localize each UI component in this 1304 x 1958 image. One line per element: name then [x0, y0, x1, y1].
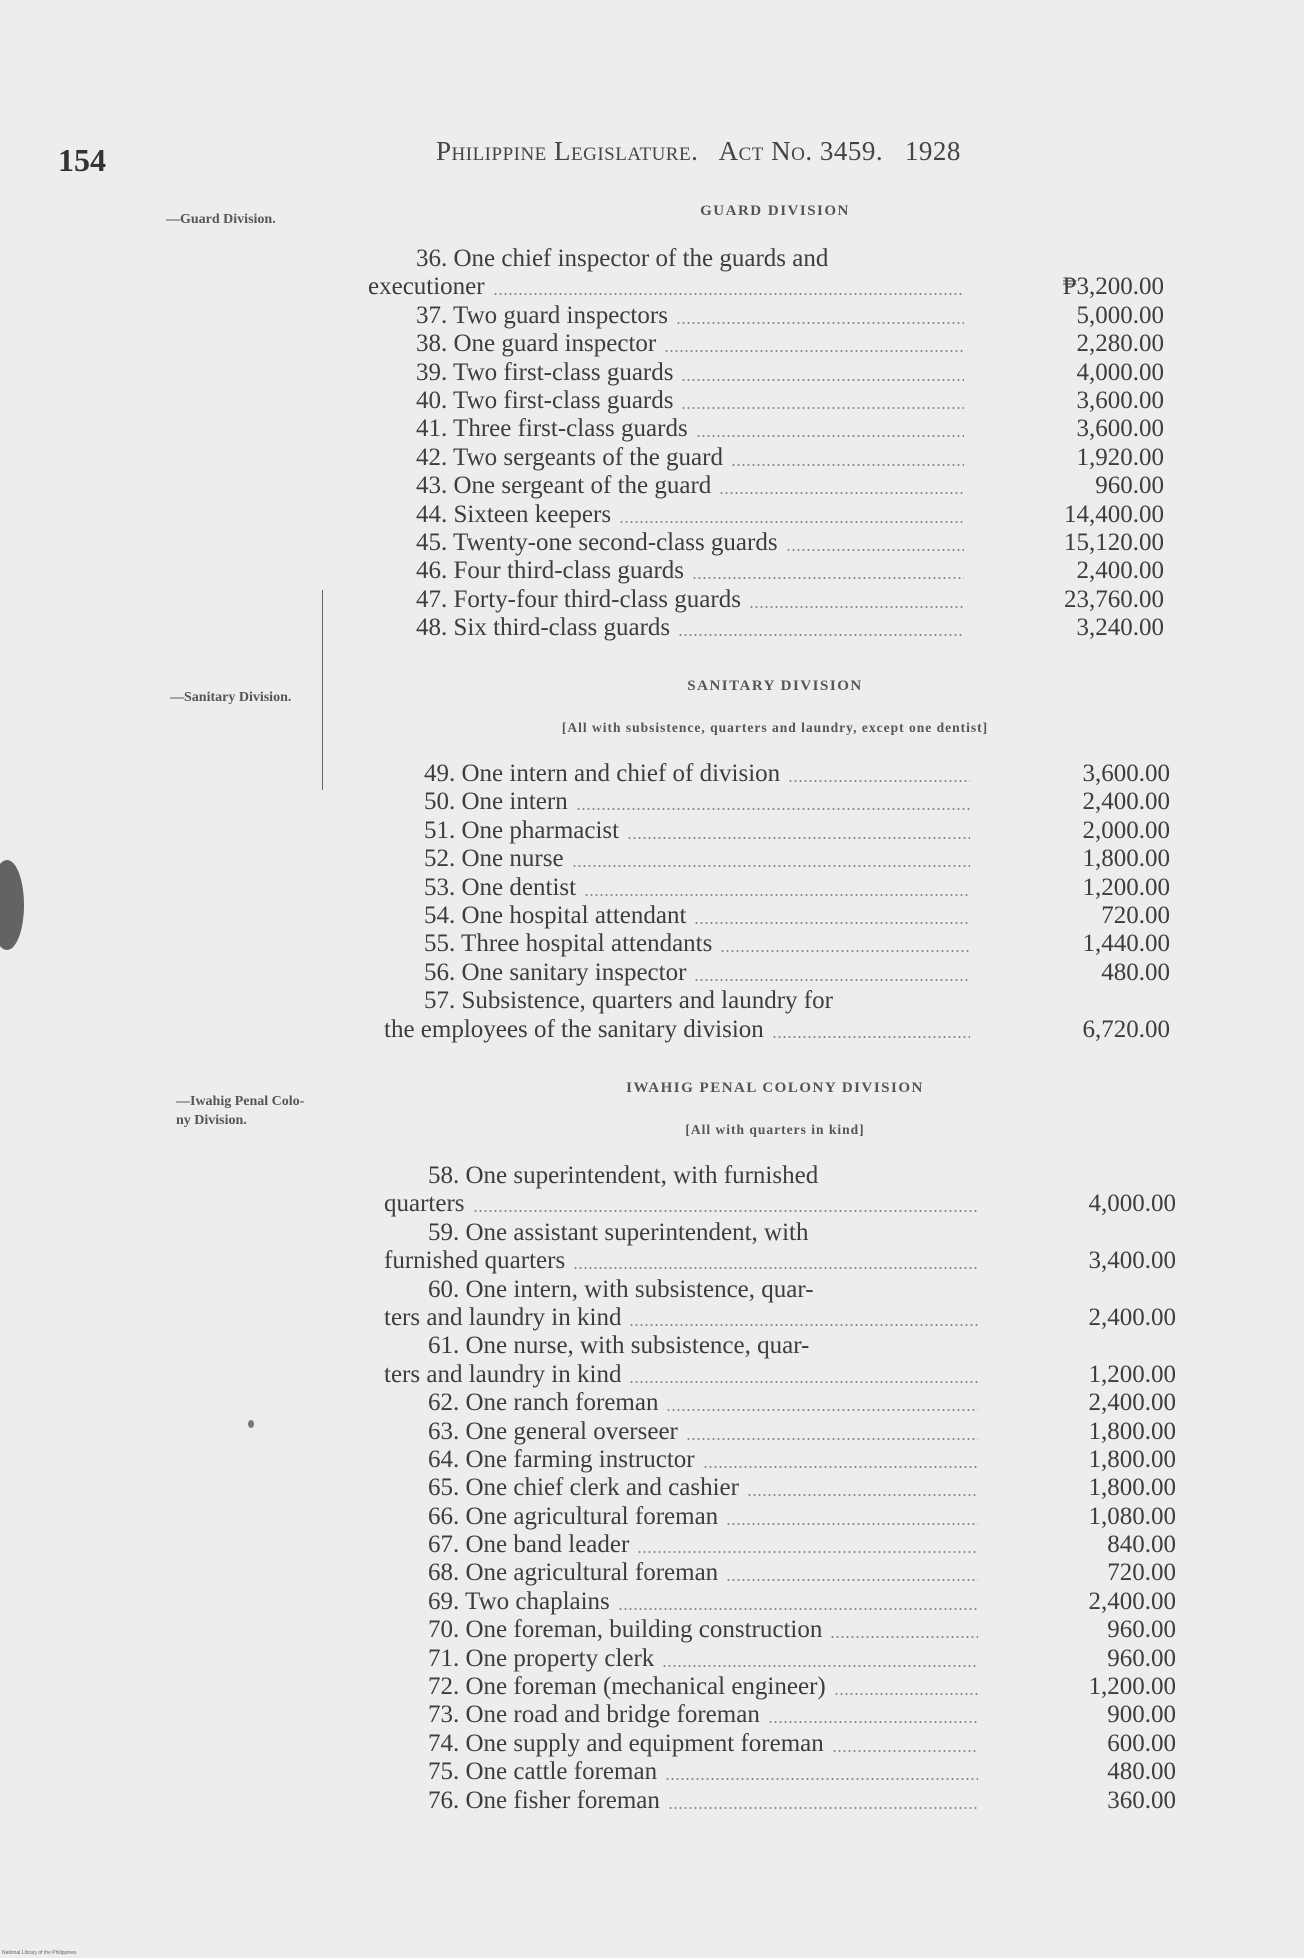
- margin-note-sanitary: —Sanitary Division.: [170, 690, 292, 705]
- item-row: [384, 959, 1170, 987]
- dot-leader: [618, 1588, 978, 1616]
- item-amount: 1,200.00: [1088, 1673, 1176, 1701]
- item-row: [368, 387, 1164, 415]
- dot-leader: [703, 1446, 978, 1474]
- item-description: 46. Four third-class guards: [416, 557, 685, 585]
- item-description: 71. One property clerk: [428, 1644, 655, 1672]
- dot-leader: [692, 557, 964, 585]
- item-description-continuation: ters and laundry in kind: [384, 1360, 622, 1388]
- item-description: 65. One chief clerk and cashier: [428, 1474, 739, 1502]
- item-description: 66. One agricultural foreman: [428, 1502, 719, 1530]
- item-row-continuation: [384, 1304, 1176, 1332]
- dot-leader: [749, 586, 964, 614]
- item-row: [384, 987, 1170, 1015]
- item-description: 50. One intern: [424, 788, 568, 816]
- item-description: 51. One pharmacist: [424, 816, 620, 844]
- item-row: [384, 1503, 1176, 1531]
- item-row: [384, 1559, 1176, 1587]
- margin-note-iwahig-line-2: ny Division.: [176, 1113, 247, 1128]
- item-row-continuation: [384, 1361, 1176, 1389]
- item-description: 72. One foreman (mechanical engineer): [428, 1673, 826, 1701]
- item-amount: 14,400.00: [1064, 500, 1164, 528]
- item-row: [384, 1730, 1176, 1758]
- item-row: [384, 1474, 1176, 1502]
- dot-leader: [720, 930, 970, 958]
- item-amount: 960.00: [1095, 472, 1164, 500]
- item-row: [384, 1446, 1176, 1474]
- item-description: 57. Subsistence, quarters and laundry for: [424, 987, 833, 1015]
- item-amount: 1,800.00: [1088, 1417, 1176, 1445]
- item-description: 67. One band leader: [428, 1531, 630, 1559]
- item-description: 44. Sixteen keepers: [416, 500, 612, 528]
- item-description: 61. One nurse, with subsistence, quar-: [428, 1332, 810, 1360]
- dot-leader: [788, 760, 970, 788]
- item-description: 58. One superintendent, with furnished: [428, 1162, 819, 1189]
- item-description: 48. Six third-class guards: [416, 614, 671, 642]
- item-row: [384, 1389, 1176, 1417]
- dot-leader: [473, 1190, 978, 1218]
- item-amount: 3,600.00: [1076, 386, 1164, 414]
- item-description-continuation: executioner: [368, 273, 485, 301]
- item-row: [368, 501, 1164, 529]
- item-amount: ₱3,200.00: [1062, 273, 1164, 301]
- item-amount: 480.00: [1101, 958, 1170, 986]
- dot-leader: [668, 1787, 978, 1815]
- dot-leader: [686, 1418, 978, 1446]
- item-row: [368, 614, 1164, 642]
- item-amount: 2,400.00: [1088, 1303, 1176, 1331]
- item-amount: 720.00: [1107, 1559, 1176, 1587]
- page-number: 154: [58, 142, 106, 178]
- item-amount: 2,400.00: [1082, 788, 1170, 816]
- item-amount: 1,800.00: [1088, 1474, 1176, 1502]
- item-amount: 2,280.00: [1076, 330, 1164, 358]
- item-description: 41. Three first-class guards: [416, 415, 688, 443]
- item-description: 68. One agricultural foreman: [428, 1559, 719, 1587]
- item-amount: 360.00: [1107, 1786, 1176, 1814]
- item-amount: 1,440.00: [1082, 930, 1170, 958]
- item-amount: 1,200.00: [1088, 1360, 1176, 1388]
- item-row: [368, 444, 1164, 472]
- item-row: [384, 1673, 1176, 1701]
- dot-leader: [493, 273, 964, 301]
- dot-leader: [584, 874, 970, 902]
- item-description: 63. One general overseer: [428, 1417, 678, 1445]
- dot-leader: [747, 1474, 978, 1502]
- item-amount: 1,800.00: [1088, 1445, 1176, 1473]
- dot-leader: [637, 1531, 978, 1559]
- item-amount: 1,800.00: [1082, 845, 1170, 873]
- sanitary-note: [All with subsistence, quarters and laundry, except one dentist]: [561, 720, 989, 735]
- item-row: [384, 1616, 1176, 1644]
- dot-leader: [832, 1730, 978, 1758]
- item-amount: 960.00: [1107, 1644, 1176, 1672]
- iwahig-division-list: [384, 1162, 1176, 1815]
- dot-leader: [726, 1503, 978, 1531]
- item-amount: 2,400.00: [1088, 1389, 1176, 1417]
- page-speck: [248, 1420, 254, 1428]
- item-description: 56. One sanitary inspector: [424, 958, 687, 986]
- item-description-continuation: furnished quarters: [384, 1247, 566, 1275]
- item-description-continuation: ters and laundry in kind: [384, 1303, 622, 1331]
- item-row: [384, 1418, 1176, 1446]
- item-description: 52. One nurse: [424, 845, 564, 873]
- item-description: 60. One intern, with subsistence, quar-: [428, 1275, 814, 1303]
- item-description: 37. Two guard inspectors: [416, 301, 668, 329]
- item-row: [384, 1332, 1176, 1360]
- item-row-continuation: [384, 1247, 1176, 1275]
- item-amount: 2,000.00: [1082, 816, 1170, 844]
- item-row: [384, 1276, 1176, 1304]
- item-amount: 4,000.00: [1076, 358, 1164, 386]
- item-description: 36. One chief inspector of the guards and: [416, 245, 829, 272]
- dot-leader: [772, 1016, 970, 1044]
- item-amount: 3,240.00: [1076, 614, 1164, 642]
- item-row: [384, 1162, 1176, 1190]
- item-row: [384, 1588, 1176, 1616]
- section-heading-guard: GUARD DIVISION: [700, 203, 850, 219]
- iwahig-note: [All with quarters in kind]: [685, 1122, 865, 1137]
- item-row: [368, 586, 1164, 614]
- item-amount: 2,400.00: [1088, 1587, 1176, 1615]
- dot-leader: [694, 959, 970, 987]
- dot-leader: [681, 359, 964, 387]
- margin-note-guard: —Guard Division.: [166, 212, 276, 227]
- item-row-continuation: [384, 1016, 1170, 1044]
- dot-leader: [572, 845, 970, 873]
- dot-leader: [678, 614, 964, 642]
- item-row: [384, 760, 1170, 788]
- item-description: 45. Twenty-one second-class guards: [416, 528, 778, 556]
- item-row: [384, 1701, 1176, 1729]
- item-row: [384, 1758, 1176, 1786]
- dot-leader: [629, 1361, 978, 1389]
- item-amount: 15,120.00: [1064, 528, 1164, 556]
- item-description: 40. Two first-class guards: [416, 386, 674, 414]
- section-heading-iwahig: IWAHIG PENAL COLONY DIVISION: [626, 1080, 924, 1096]
- item-description: 59. One assistant superintendent, with: [428, 1218, 809, 1246]
- item-row: [384, 845, 1170, 873]
- item-description: 69. Two chaplains: [428, 1587, 610, 1615]
- item-row: [384, 817, 1170, 845]
- dot-leader: [662, 1645, 978, 1673]
- page-blot: [0, 860, 24, 950]
- dot-leader: [665, 1758, 978, 1786]
- item-amount: 5,000.00: [1076, 301, 1164, 329]
- item-row: [368, 359, 1164, 387]
- item-description: 53. One dentist: [424, 873, 577, 901]
- item-amount: 3,400.00: [1088, 1247, 1176, 1275]
- item-description: 43. One sergeant of the guard: [416, 472, 712, 500]
- item-description: 47. Forty-four third-class guards: [416, 585, 741, 613]
- item-description: 73. One road and bridge foreman: [428, 1701, 760, 1729]
- item-row: [384, 1219, 1176, 1247]
- item-row: [384, 874, 1170, 902]
- item-amount: 4,000.00: [1088, 1190, 1176, 1218]
- dot-leader: [696, 415, 964, 443]
- margin-rule: [322, 590, 323, 790]
- item-row: [384, 788, 1170, 816]
- dot-leader: [664, 330, 964, 358]
- item-row-continuation: [368, 273, 1164, 301]
- item-description: 38. One guard inspector: [416, 330, 657, 358]
- item-amount: 480.00: [1107, 1758, 1176, 1786]
- dot-leader: [627, 817, 970, 845]
- dot-leader: [629, 1304, 978, 1332]
- item-amount: 840.00: [1107, 1531, 1176, 1559]
- item-amount: 720.00: [1101, 901, 1170, 929]
- item-amount: 960.00: [1107, 1616, 1176, 1644]
- sanitary-division-list: [384, 760, 1170, 1044]
- item-description: 42. Two sergeants of the guard: [416, 443, 723, 471]
- item-description: 76. One fisher foreman: [428, 1786, 660, 1814]
- item-row: [384, 1787, 1176, 1815]
- item-row: [368, 472, 1164, 500]
- item-amount: 1,080.00: [1088, 1502, 1176, 1530]
- item-row: [384, 1645, 1176, 1673]
- footer-credit: National Library of the Philippines: [2, 1950, 77, 1956]
- dot-leader: [619, 501, 964, 529]
- dot-leader: [786, 529, 964, 557]
- section-heading-sanitary: SANITARY DIVISION: [687, 678, 863, 694]
- item-description: 55. Three hospital attendants: [424, 930, 713, 958]
- item-row: [368, 330, 1164, 358]
- item-description-continuation: quarters: [384, 1190, 465, 1218]
- dot-leader: [731, 444, 964, 472]
- item-description: 49. One intern and chief of division: [424, 760, 781, 787]
- item-description: 70. One foreman, building construction: [428, 1616, 823, 1644]
- guard-division-list: [368, 245, 1164, 642]
- item-amount: 900.00: [1107, 1701, 1176, 1729]
- item-amount: 1,920.00: [1076, 443, 1164, 471]
- dot-leader: [768, 1701, 978, 1729]
- dot-leader: [719, 472, 964, 500]
- item-amount: 3,600.00: [1076, 415, 1164, 443]
- item-amount: 2,400.00: [1076, 557, 1164, 585]
- item-row: [384, 1531, 1176, 1559]
- running-head: Philippine Legislature. Act No. 3459. 1928: [436, 136, 961, 166]
- item-row-continuation: [384, 1190, 1176, 1218]
- dot-leader: [726, 1559, 978, 1587]
- item-description: 39. Two first-class guards: [416, 358, 674, 386]
- item-amount: 23,760.00: [1064, 585, 1164, 613]
- dot-leader: [834, 1673, 978, 1701]
- margin-note-iwahig-line-1: —Iwahig Penal Colo-: [176, 1094, 305, 1109]
- item-description: 64. One farming instructor: [428, 1445, 695, 1473]
- dot-leader: [694, 902, 970, 930]
- item-row: [368, 415, 1164, 443]
- item-row: [368, 245, 1164, 273]
- item-description: 62. One ranch foreman: [428, 1389, 659, 1417]
- item-description: 75. One cattle foreman: [428, 1758, 658, 1786]
- margin-note-iwahig: [176, 1092, 304, 1130]
- item-amount: 3,600.00: [1082, 760, 1170, 787]
- item-description-continuation: the employees of the sanitary division: [384, 1015, 764, 1043]
- item-amount: 6,720.00: [1082, 1015, 1170, 1043]
- item-amount: 1,200.00: [1082, 873, 1170, 901]
- dot-leader: [676, 302, 964, 330]
- dot-leader: [573, 1247, 978, 1275]
- dot-leader: [666, 1389, 978, 1417]
- item-description: 54. One hospital attendant: [424, 901, 687, 929]
- item-description: 74. One supply and equipment foreman: [428, 1729, 824, 1757]
- dot-leader: [576, 788, 970, 816]
- dot-leader: [681, 387, 964, 415]
- item-amount: 600.00: [1107, 1729, 1176, 1757]
- item-row: [368, 302, 1164, 330]
- dot-leader: [830, 1616, 978, 1644]
- item-row: [368, 557, 1164, 585]
- item-row: [368, 529, 1164, 557]
- item-row: [384, 902, 1170, 930]
- item-row: [384, 930, 1170, 958]
